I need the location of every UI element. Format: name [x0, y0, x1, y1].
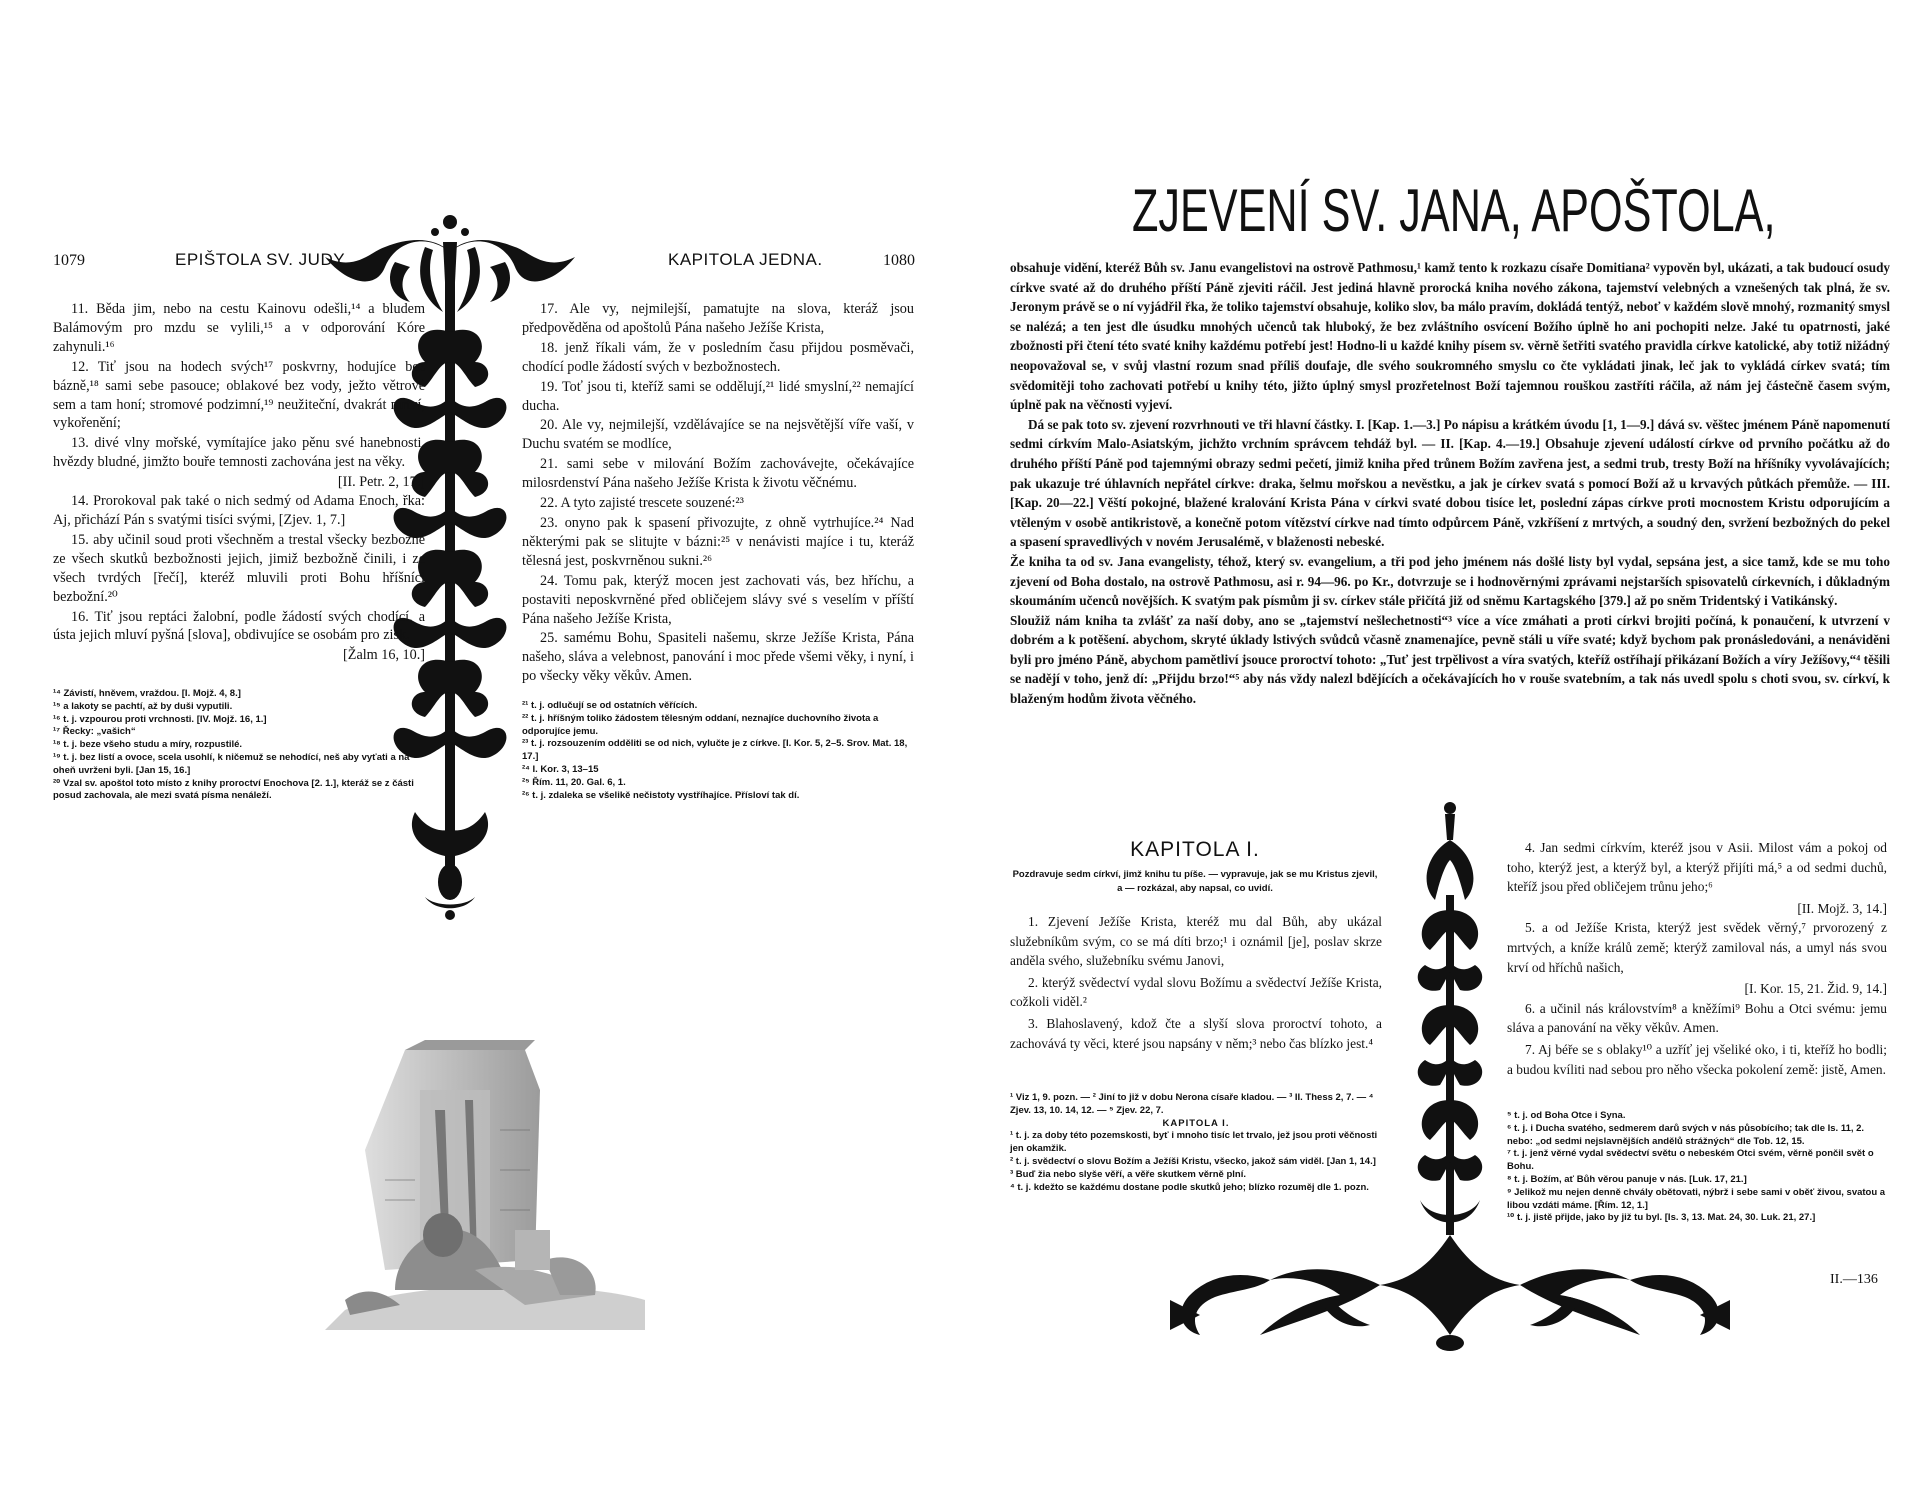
- footnote: ²⁵ Řím. 11, 20. Gal. 6, 1.: [522, 776, 626, 788]
- text-column-jude-2: [522, 300, 914, 687]
- verse: 15. aby učinil soud proti všechněm a trestal všecky bezbožné ze všech skutků bezbožnosti jejich, jimiž bezbožně činili, i ze všech tvrdých [řečí], kteréž mluvili proti Bohu hříšníci bezbožní.²⁰: [53, 531, 425, 605]
- footnote: ⁸ t. j. Božím, ať Bůh věrou panuje v nás. [Luk. 17, 21.]: [1507, 1173, 1747, 1185]
- cross-reference: [II. Petr. 2, 17.]: [337, 474, 425, 491]
- signature-mark: II.—136: [1830, 1272, 1878, 1287]
- chapter-title: KAPITOLA I.: [1130, 838, 1260, 861]
- intro-paragraph: obsahuje vidění, kteréž Bůh sv. Janu evangelistovi na ostrově Pathmosu,¹ kamž tento k rozkazu císaře Domitiana² vypověn byl, ukázati, a tak budoucí osudy církve svaté až do druhého příští Páně zjeviti ráčil. Jest jediná hlavně prorocká kniha nového zákona, tajemství velebných a vznešených tak plná, že sv. Jeronym právě se o ní vyjádřil řka, že toliko tajemství obsahuje, koliko slov, ba málo pravím, dokládá tentýž, neboť v každém slově mnohý, rozmanitý smysl se nalézá; a ten jest dle úsudku mnohých učenců tak hluboký, že bez zvláštního osvícení Božího úplně ho ani pochopiti nelze. Jaké tu opatrnosti, jaké zbožnosti při čtení této svaté knihy každému potřebí jest! Hodno-li u každé knihy písem sv. věrně šetřiti svatého pravidla církve katolické, aby totiž nižádný neopovažoval se, v svůj vlastní rozum snad příliš doufaje, dle svého soukromného smyslu co čte vykládati jinak, leč jak to vykládá církev svatá; tím svědomitěji toho zachovati potřebí u knihy této, jižto úplný smysl prozřetelnost Boží tajemnou rouškou zastříti ráčila, až nám jej částečně časem svým, úplně pak na věčnosti vyjeví.: [1010, 260, 1890, 413]
- footnote: ²² t. j. hříšným toliko žádostem tělesným oddaní, neznajíce duchovního života a odporujíce jemu.: [522, 712, 879, 737]
- footnote: ⁶ t. j. i Ducha svatého, sedmerem darů svých v nás působícího; tak dle Is. 11, 2. nebo: „od sedmi nejslavnějších andělů strážných“ dle Tob. 12, 15.: [1507, 1122, 1865, 1147]
- verse: 19. Toť jsou ti, kteříž sami se oddělují,²¹ lidé smyslní,²² nemající ducha.: [522, 378, 914, 414]
- footnote: ⁷ t. j. jenž věrné vydal svědectví světu o nebeském Otci svém, věrně pončil svět o Bohu.: [1507, 1148, 1874, 1173]
- verse: 1. Zjevení Ježíše Krista, kteréž mu dal Bůh, aby ukázal služebníkům svým, co se má díti brzo;¹ i oznámil [je], poslav skrze anděla svého, služebníku svému Janovi,: [1010, 914, 1382, 969]
- footnotes-revelation-1: [1010, 1092, 1382, 1194]
- footnote-section-head: KAPITOLA I.: [1162, 1117, 1230, 1129]
- verse: 7. Aj béře se s oblaky¹⁰ a uzříť jej všeliké oko, i ti, kteříž ho bodli; a budou kvíliti nad sebou pro něho všecka pokolení země: jistě, Amen.: [1507, 1041, 1887, 1077]
- verse: 16. Tiť jsou reptáci žalobní, podle žádostí svých chodící, a ústa jejich mluví pyšná [slova], obdivujíce se osobám pro zisk.: [53, 608, 425, 644]
- footnote: ¹⁷ Řecky: „vašich“: [53, 726, 136, 738]
- cross-reference: [I. Kor. 15, 21. Žid. 9, 14.]: [1744, 981, 1887, 997]
- cross-reference: [II. Mojž. 3, 14.]: [1797, 900, 1887, 916]
- footnote: ⁴ t. j. kdežto se každému dostane podle skutků jeho; blízko rozuměj dle 1. pozn.: [1010, 1181, 1369, 1193]
- verse: 13. divé vlny mořské, vymítajíce jako pěnu své hanebnosti, hvězdy bludné, jimžto bouře temnosti zachována jest na věky.: [53, 435, 425, 471]
- verse: 3. Blahoslavený, kdož čte a slyší slova proroctví tohoto, a zachovává ty věci, které jsou napsány v něm;³ nebo čas blízko jest.⁴: [1010, 1015, 1382, 1051]
- verse: 17. Ale vy, nejmilejší, pamatujte na slova, kteráž jsou předpověděna od apoštolů Pána našeho Ježíše Krista,: [522, 301, 914, 336]
- vertical-floral-ornament-right: [1395, 800, 1505, 1250]
- verse: 6. a učinil nás královstvím⁸ a kněžími⁹ Bohu a Otci svému: jemu sláva a panování na věky věkův. Amen.: [1507, 1000, 1887, 1036]
- footnote: ¹⁵ a lakoty se pachtí, až by duši vyputili.: [53, 700, 233, 712]
- running-head-left: EPIŠTOLA SV. JUDY: [175, 250, 346, 269]
- footnotes-jude-1: [53, 688, 425, 803]
- bottom-floral-flourish: [1160, 1225, 1740, 1355]
- chapter-summary: Pozdravuje sedm církví, jimž knihu tu píše. — vypravuje, jak se mu Kristus zjevil, a — rozkázal, aby napsal, co uvidí.: [1012, 869, 1378, 894]
- footnote: ³ Buď žia nebo slyše věří, a věře skutkem věrně plní.: [1010, 1168, 1246, 1180]
- footnote: ¹⁹ t. j. bez listí a ovoce, scela usohlí, k ničemuž se nehodící, neš aby vyťati a na oheň uvrženi byli. [Jan 15, 16.]: [53, 751, 410, 776]
- footnote: ²¹ t. j. odlučují se od ostatních věřících.: [522, 700, 698, 711]
- footnote: ¹⁸ t. j. beze všeho studu a míry, rozpustilé.: [53, 739, 243, 751]
- footnotes-revelation-2: [1507, 1110, 1887, 1225]
- verse: 25. samému Bohu, Spasiteli našemu, skrze Ježíše Krista, Pána našeho, sláva a velebnost, panování i moc přede všemi věky, i nyní, i po všecky věky věkův. Amen.: [522, 630, 914, 685]
- verse: 20. Ale vy, nejmilejší, vzdělávajíce se na nejsvětější víře vaší, v Duchu svatém se modlíce,: [522, 417, 914, 453]
- text-column-revelation-1: [1010, 912, 1382, 1055]
- footnote: ⁹ Jelikož mu nejen denně chvály obětovati, nýbrž i sebe sami v oběť živou, svatou a libou vzdáti máme. [Řím. 12, 1.]: [1507, 1186, 1886, 1211]
- book-introduction: [1010, 258, 1890, 709]
- verse: 4. Jan sedmi církvím, kteréž jsou v Asii. Milost vám a pokoj od toho, kterýž jest, a kterýž byl, a kterýž přijíti má,⁵ a od sedmi duchů, kteříž jsou před obličejem trůnu jeho;⁶: [1507, 840, 1887, 895]
- verse: 22. A tyto zajisté trescete souzené:²³: [540, 495, 744, 512]
- intro-paragraph: Dá se pak toto sv. zjevení rozvrhnouti ve tři hlavní částky. I. [Kap. 1.—3.] Po nápisu a krátkém úvodu [1, 1—9.] dává sv. věštec jménem Páně napomenutí sedmi církvím Malo-Asiatským, jichžto vrchním správcem tehdáž byl. — II. [Kap. 4.—19.] Obsahuje zjevení událostí církve od prvního počátku až do druhého příští Páně pod tajemnými obrazy sedmi pečetí, jimiž kniha před trůnem Božím zavřena jest, a sedmi trub, tresty Boží na hříšníky vyvolávajících; pak ukazuje tré úhlavních nepřátel církve: draka, šelmu mořskou a nevěstku, a jak je církev svatá s pomocí Boží až u krvavých půtkách přemůže. — III. [Kap. 20—22.] Věští pokojné, blažené kralování Krista Pána v církvi svaté dobou tisíce let, poslední zápas církve proti mocnostem Kristu odporujícím a vtěleným v osobě antikristově, a konečně potom vítězství církve nad tímto odpůrcem Páně, vzkříšení z mrtvých, a soudný den, svržení bezbožných do pekel a spasení spravedlivých v novém Jerusalémě, v blaženosti nebeské.: [1010, 416, 1890, 550]
- book-title: ZJEVENÍ SV. JANA, APOŠTOLA,: [1132, 177, 1776, 244]
- cross-reference: [Žalm 16, 10.]: [343, 647, 425, 664]
- footnote: ¹⁰ t. j. jistě přijde, jako by již tu byl. [Is. 3, 13. Mat. 24, 30. Luk. 21, 27.]: [1507, 1212, 1816, 1224]
- page-number-left: 1079: [53, 252, 85, 269]
- footnote: ⁵ t. j. od Boha Otce i Syna.: [1507, 1110, 1626, 1121]
- text-column-jude-1: [53, 300, 425, 665]
- ruins-sphinx-illustration: [325, 1030, 655, 1330]
- footnote: ²⁶ t. j. zdaleka se všelikě nečistoty vystříhajíce. Přísloví tak dí.: [522, 789, 800, 801]
- footnote: ¹ t. j. za doby této pozemskosti, byť i mnoho tisíc let trvalo, jež jsou proti věčnosti jen okamžik.: [1010, 1130, 1378, 1155]
- verse: 18. jenž říkali vám, že v posledním času přijdou posměvači, chodící podle žádostí svých v bezbožnostech.: [522, 339, 914, 375]
- footnote: ¹ Viz 1, 9. pozn. — ² Jiní to již v dobu Nerona císaře kladou. — ³ II. Thess 2, 7. — ⁴ Zjev. 13, 10. 14, 12. — ⁵ Zjev. 22, 7.: [1010, 1092, 1374, 1116]
- footnote: ¹⁴ Závistí, hněvem, vraždou. [I. Mojž. 4, 8.]: [53, 688, 241, 699]
- footnote: ²⁴ I. Kor. 3, 13–15: [522, 763, 599, 775]
- verse: 24. Tomu pak, kterýž mocen jest zachovati vás, bez hříchu, a postaviti neposkvrněné před obličejem slávy své s veselím v příští Pána našeho Ježíše Krista,: [522, 572, 914, 627]
- page-number-right: 1080: [883, 252, 915, 269]
- footnote: ² t. j. svědectví o slovu Božím a Ježíši Kristu, všecko, jakož sám viděl. [Jan 1, 14.]: [1010, 1155, 1376, 1167]
- intro-paragraph: Sloužiž nám kniha ta zvlášť za naší doby, ano se „tajemství nešlechetnosti“³ více a více zmáhati a proti církvi brojiti počíná, k ponaučení, k utvrzení v dobrém a k potěšení. abychom, skryté úklady lstivých svůdců včasně znamenajíce, pevně stáli u víře svaté; když bychom pak pronásledováni, a nenáviděni byli pro jméno Páně, abychom pamětliví jsouce proroctví tohoto: „Tuť jest trpělivost a víra svatých, kteříž ostříhají přikázaní Božích a víry Ježíšovy,“⁴ těšili se nadějí v toho, jenž dí: „Přijdu brzo!“⁵ aby nás vždy nalezl bdějících a očekávajících ho v rouše svatebním, a tak nás uvedl spolu s choti svou, sv. církví, k blaženým hodům života věčného.: [1010, 612, 1890, 707]
- footnote: ²⁰ Vzal sv. apoštol toto místo z knihy proroctví Enochova [2. 1.], kteráž se z části posud zachovala, ale mezi svatá písma nenáleží.: [53, 777, 414, 802]
- text-column-revelation-2: [1507, 838, 1887, 1081]
- running-head-right: KAPITOLA JEDNA.: [668, 250, 823, 269]
- footnotes-jude-2: [522, 700, 914, 802]
- verse: 23. onyno pak k spasení přivozujte, z ohně vytrhujíce.²⁴ Nad některými pak se slitujte v bázni:²⁵ v nenávisti majíce i tu, kteráž tělesná jest, poskvrněnou sukni.²⁶: [522, 514, 914, 569]
- verse: 5. a od Ježíše Krista, kterýž jest svědek věrný,⁷ prvorozený z mrtvých, a kníže králů země; kterýž zamiloval nás, a umyl nás svou krví od hříchů našich,: [1507, 920, 1887, 975]
- intro-paragraph: Že kniha ta od sv. Jana evangelisty, téhož, který sv. evangelium, a tři pod jeho jménem nás došlé listy byl vydal, sepsána jest, a sice tamž, kde se mu toho zjevení od Boha dostalo, na ostrově Pathmosu, asi r. 94—96. po Kr., dotvrzuje se i hodnověrnými zprávami nejstarších spisovatelů církevních, i důkladným skoumáním učenců novějších. K svatým pak písmům ji sv. církev stále přičítá již od sněmu Kartagského [379.] až po sněm Tridentský i Vatikánský.: [1010, 553, 1890, 609]
- footnote: ²³ t. j. rozsouzením odděliti se od nich, vylučte je z církve. [I. Kor. 5, 2–5. Srov. Mat. 18, 17.]: [522, 738, 908, 763]
- verse: 12. Tiť jsou na hodech svých¹⁷ poskvrny, hodujíce bez bázně,¹⁸ sami sebe pasouce; oblakové bez vody, ježto větrové sem a tam honí; stromové podzimní,¹⁹ neužiteční, dvakrát mrtví, vykořenění;: [53, 358, 425, 432]
- footnote: ¹⁶ t. j. vzpourou proti vrchnosti. [IV. Mojž. 16, 1.]: [53, 713, 267, 725]
- verse: 14. Prorokoval pak také o nich sedmý od Adama Enoch, řka: Aj, přichází Pán s svatými tisíci svými, [Zjev. 1, 7.]: [53, 493, 425, 528]
- verse: 2. kterýž svědectví vydal slovu Božímu a svědectví Ježíše Krista, cožkoli viděl.²: [1010, 974, 1382, 1010]
- verse: 21. sami sebe v milování Božím zachovávejte, očekávajíce milosrdenství Pána našeho Ježíše Krista k životu věčnému.: [522, 456, 914, 492]
- verse: 11. Běda jim, nebo na cestu Kainovu odešli,¹⁴ a bludem Balámovým pro mzdu se vylili,¹⁵ a v odporování Kóre zahynuli.¹⁶: [53, 301, 425, 355]
